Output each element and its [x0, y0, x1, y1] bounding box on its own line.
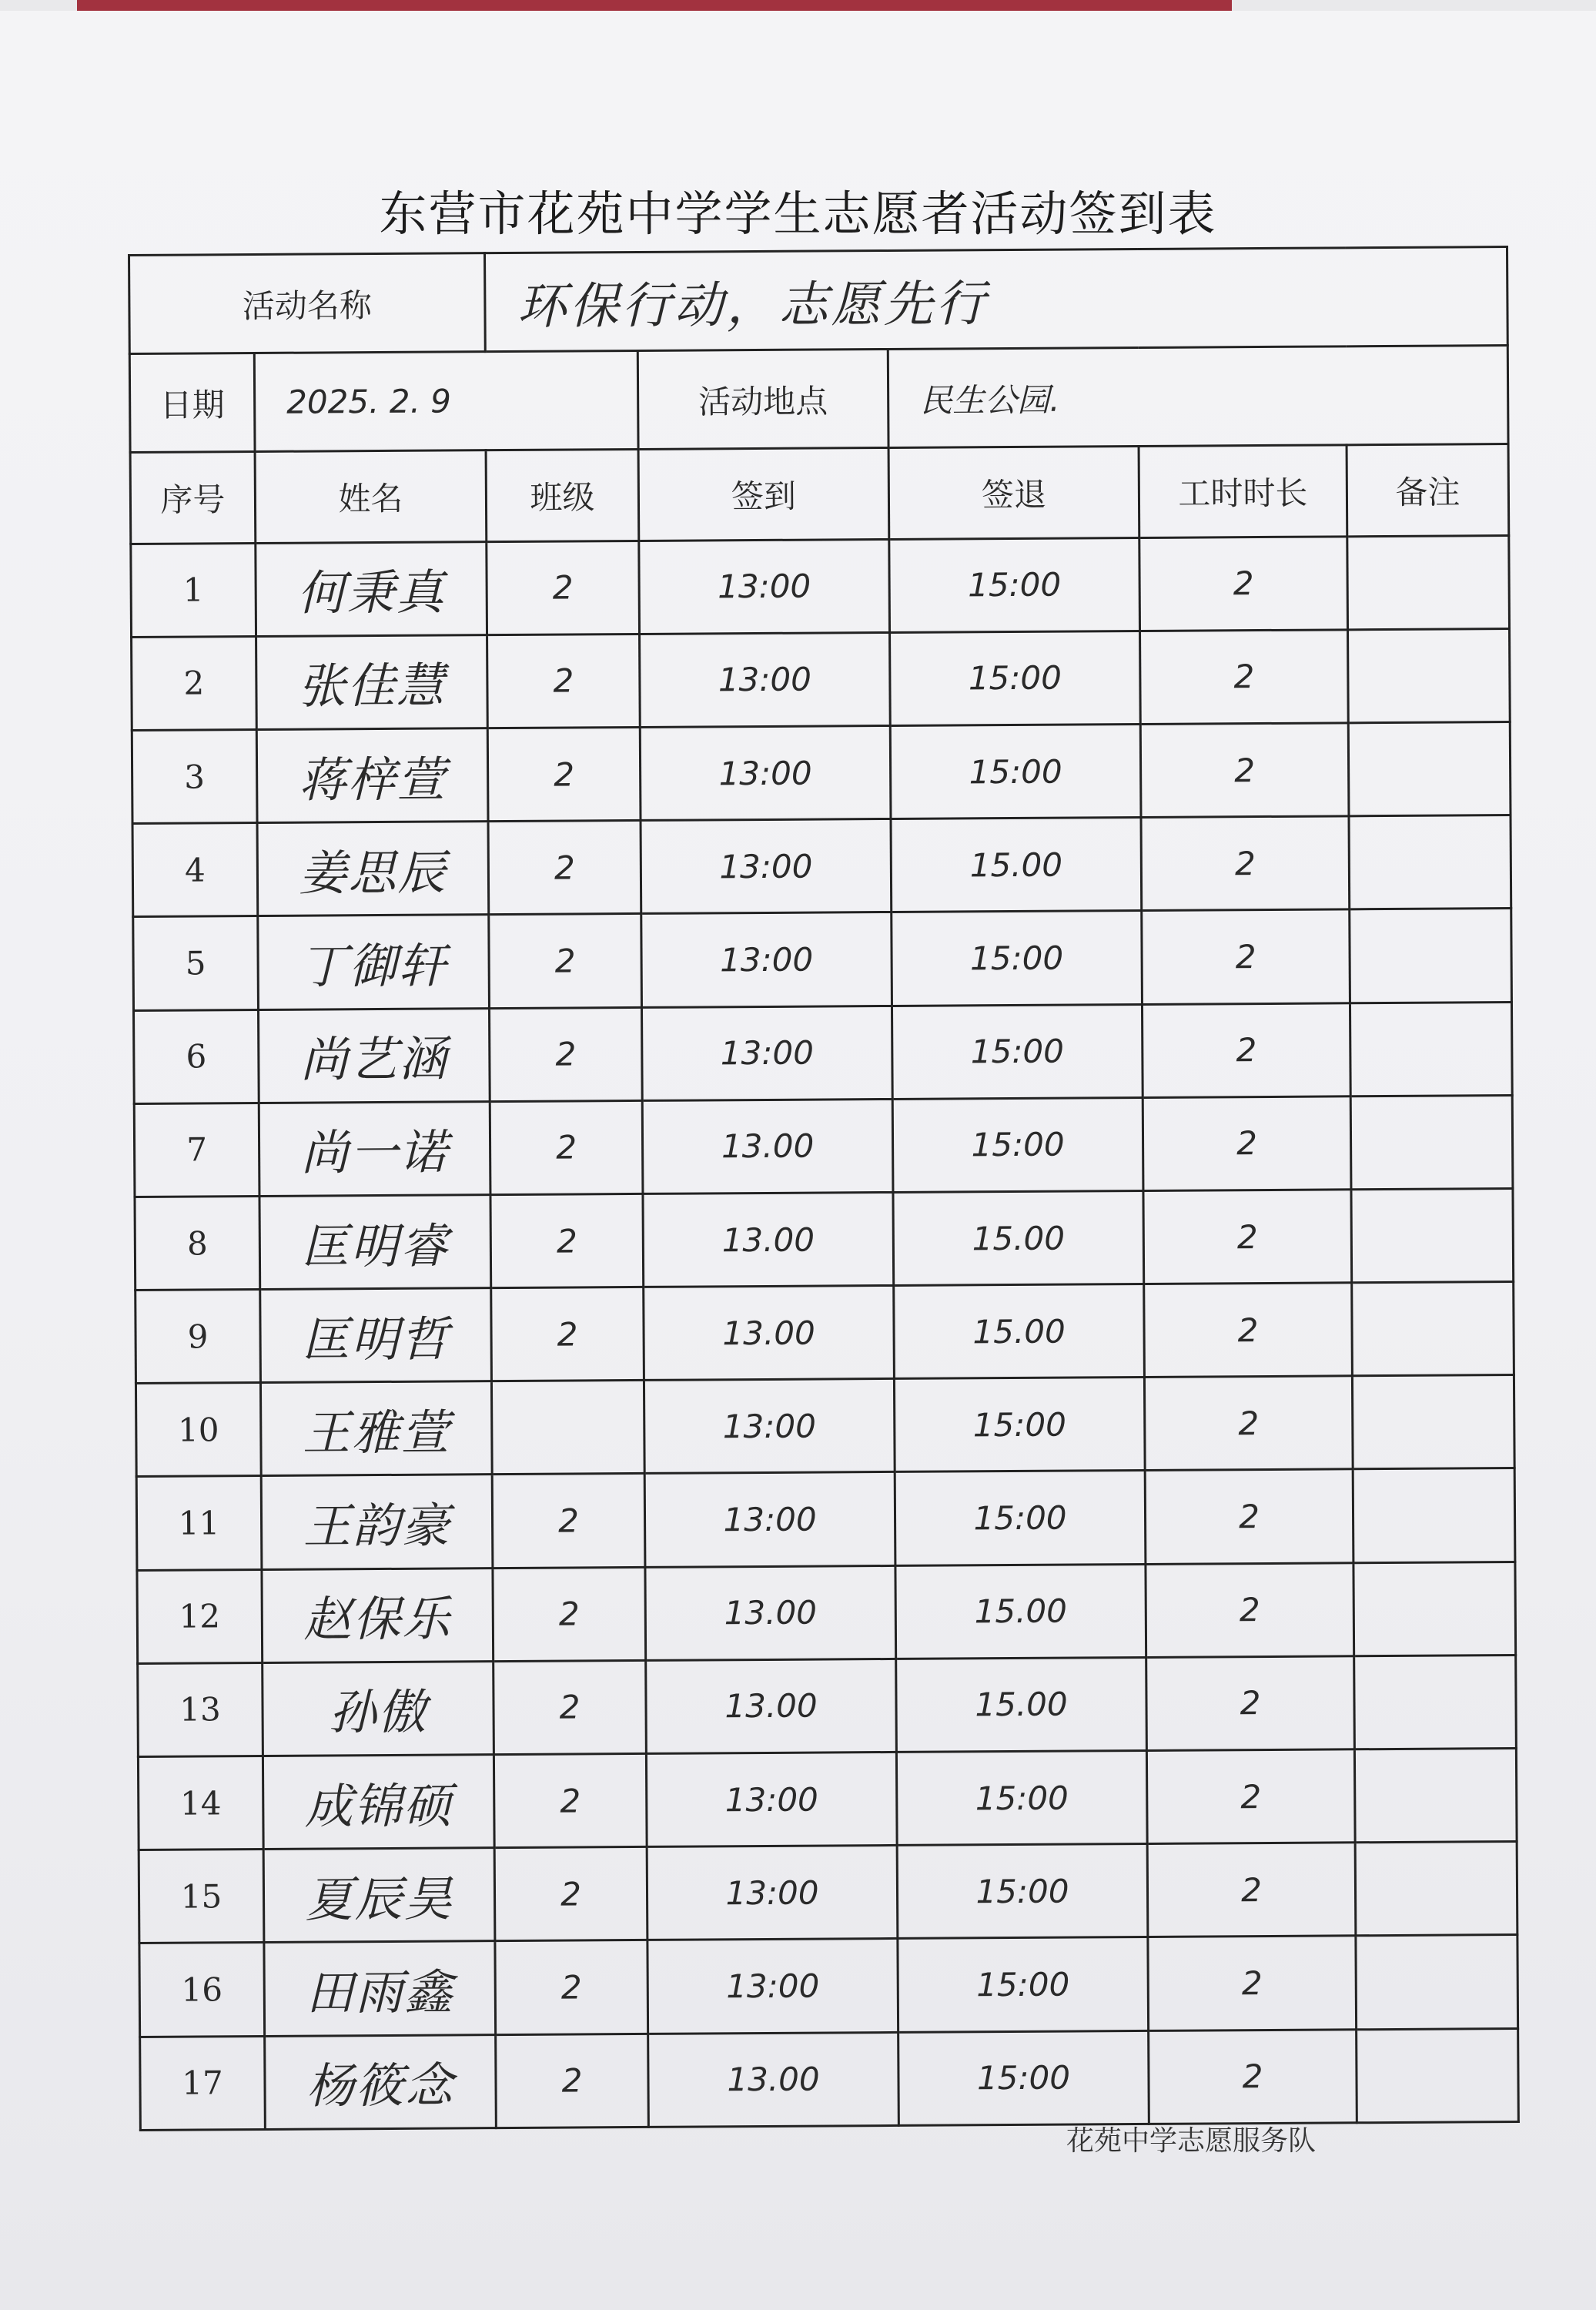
cell-sign-in: 13:00	[647, 1939, 898, 2034]
table-row	[133, 1002, 1512, 1103]
activity-name-value: 环保行动，志愿先行	[485, 247, 1508, 352]
cell-sign-in: 13.00	[644, 1286, 895, 1381]
header-remarks: 备注	[1347, 444, 1509, 536]
cell-seq: 11	[136, 1476, 262, 1570]
cell-sign-out: 15:00	[889, 537, 1140, 632]
cell-seq: 2	[132, 636, 257, 730]
cell-sign-out: 15.00	[896, 1657, 1147, 1752]
cell-remarks	[1350, 1002, 1512, 1096]
table-row	[139, 1842, 1517, 1943]
cell-seq: 15	[139, 1850, 264, 1943]
cell-sign-out: 15.00	[895, 1564, 1146, 1659]
cell-sign-out: 15:00	[892, 1097, 1143, 1192]
table-row	[132, 628, 1511, 730]
cell-seq: 12	[137, 1569, 263, 1663]
cell-remarks	[1351, 1188, 1514, 1282]
cell-sign-in: 13:00	[641, 819, 892, 914]
cell-class	[491, 1381, 644, 1475]
cell-sign-out: 15:00	[896, 1750, 1147, 1845]
cell-name: 孙傲	[263, 1661, 494, 1756]
cell-name: 丁御轩	[258, 915, 490, 1009]
table-row	[138, 1749, 1517, 1850]
cell-sign-in: 13:00	[644, 1379, 895, 1474]
cell-class: 2	[487, 541, 640, 634]
cell-hours: 2	[1141, 816, 1350, 911]
cell-sign-out: 15:00	[890, 724, 1141, 819]
cell-hours: 2	[1149, 2029, 1357, 2124]
cell-seq: 5	[133, 916, 259, 1010]
cell-class: 2	[487, 727, 641, 821]
cell-seq: 3	[132, 729, 257, 823]
cell-class: 2	[487, 634, 641, 728]
cell-sign-out: 15:00	[897, 1844, 1148, 1939]
date-location-row	[129, 346, 1508, 453]
cell-sign-in: 13:00	[644, 1472, 895, 1567]
cell-hours: 2	[1140, 723, 1349, 818]
table-row	[137, 1562, 1516, 1663]
cell-name: 姜思辰	[257, 822, 489, 916]
cell-sign-in: 13:00	[641, 912, 892, 1007]
cell-sign-in: 13:00	[639, 539, 890, 634]
cell-class: 2	[494, 1847, 647, 1941]
cell-sign-out: 15:00	[892, 911, 1143, 1006]
activity-name-label: 活动名称	[129, 253, 486, 354]
date-label: 日期	[129, 353, 255, 453]
cell-sign-out: 15:00	[898, 1937, 1149, 2032]
cell-seq: 6	[133, 1009, 259, 1103]
cell-sign-out: 15.00	[891, 818, 1142, 912]
cell-sign-in: 13:00	[640, 725, 891, 820]
cell-seq: 4	[132, 823, 258, 917]
cell-sign-in: 13.00	[648, 2032, 899, 2127]
table-row	[136, 1282, 1514, 1384]
page-title: 东营市花苑中学学生志愿者活动签到表	[379, 186, 1217, 242]
cell-sign-in: 13.00	[643, 1192, 894, 1287]
cell-seq: 14	[138, 1756, 263, 1850]
cell-sign-out: 15.00	[893, 1190, 1144, 1285]
cell-class: 2	[496, 2034, 649, 2128]
cell-sign-in: 13.00	[642, 1099, 893, 1194]
cell-name: 赵保乐	[262, 1568, 494, 1662]
cell-name: 尚艺涵	[258, 1008, 490, 1103]
cell-remarks	[1354, 1749, 1517, 1843]
cell-sign-in: 13.00	[646, 1659, 897, 1753]
table-row	[138, 1655, 1517, 1756]
cell-class: 2	[494, 1753, 647, 1847]
cell-name: 成锦硕	[263, 1755, 494, 1850]
cell-hours: 2	[1139, 536, 1348, 631]
column-header-row	[130, 444, 1509, 544]
cell-sign-in: 13:00	[647, 1846, 898, 1940]
cell-hours: 2	[1142, 909, 1350, 1004]
activity-name-row	[129, 247, 1508, 354]
cell-class: 2	[495, 1940, 648, 2034]
footer-signature: 花苑中学志愿服务队	[1066, 2125, 1317, 2157]
cell-hours: 2	[1148, 1936, 1357, 2030]
cell-remarks	[1355, 1842, 1517, 1936]
table-row	[139, 1935, 1518, 2037]
cell-remarks	[1354, 1655, 1517, 1749]
cell-seq: 1	[131, 543, 256, 637]
header-name: 姓名	[255, 450, 487, 543]
cell-hours: 2	[1147, 1843, 1356, 1937]
cell-class: 2	[490, 1007, 643, 1101]
table-row	[133, 909, 1512, 1010]
cell-remarks	[1352, 1375, 1514, 1469]
cell-sign-out: 15:00	[890, 631, 1141, 725]
cell-name: 何秉真	[256, 541, 487, 636]
cell-sign-in: 13:00	[642, 1006, 893, 1100]
cell-remarks	[1347, 535, 1510, 629]
cell-name: 匡明哲	[260, 1288, 492, 1383]
cell-class: 2	[492, 1474, 645, 1568]
cell-sign-in: 13:00	[640, 632, 891, 727]
cell-name: 匡明睿	[259, 1195, 491, 1290]
cell-class: 2	[493, 1567, 646, 1661]
cell-class: 2	[491, 1287, 644, 1381]
cell-hours: 2	[1146, 1562, 1354, 1657]
cell-class: 2	[490, 1194, 644, 1287]
cell-hours: 2	[1144, 1283, 1353, 1378]
cell-remarks	[1356, 1935, 1518, 2029]
header-sign-out: 签退	[888, 447, 1139, 539]
cell-remarks	[1350, 909, 1512, 1003]
cell-hours: 2	[1142, 1003, 1350, 1097]
cell-name: 蒋梓萱	[256, 728, 488, 823]
cell-name: 杨筱念	[265, 2034, 497, 2129]
cell-sign-out: 15.00	[894, 1284, 1145, 1379]
cell-sign-out: 15:00	[892, 1004, 1143, 1099]
cell-name: 王雅萱	[260, 1381, 492, 1476]
cell-hours: 2	[1144, 1376, 1353, 1471]
table-row	[136, 1468, 1515, 1570]
cell-remarks	[1348, 722, 1511, 816]
cell-name: 张佳慧	[256, 634, 488, 729]
table-row	[132, 815, 1511, 917]
cell-remarks	[1348, 628, 1511, 722]
header-class: 班级	[486, 450, 639, 541]
cell-class: 2	[490, 1100, 643, 1194]
cell-hours: 2	[1145, 1469, 1353, 1564]
cell-seq: 8	[135, 1196, 260, 1290]
cell-sign-in: 13:00	[646, 1752, 897, 1846]
cell-remarks	[1349, 815, 1511, 909]
table-row	[132, 722, 1511, 824]
cell-hours: 2	[1143, 1190, 1352, 1284]
cell-name: 尚一诺	[259, 1101, 490, 1196]
cell-seq: 7	[134, 1103, 259, 1197]
table-row	[140, 2028, 1519, 2130]
cell-class: 2	[488, 821, 641, 915]
cell-class: 2	[489, 914, 642, 1008]
cell-hours: 2	[1146, 1749, 1355, 1844]
cell-seq: 10	[136, 1383, 261, 1477]
cell-seq: 17	[140, 2036, 266, 2130]
table-row	[135, 1188, 1514, 1290]
table-row	[134, 1095, 1513, 1197]
cell-name: 田雨鑫	[264, 1941, 496, 2036]
cell-seq: 16	[139, 1943, 265, 2037]
cell-seq: 9	[136, 1290, 261, 1384]
header-hours: 工时时长	[1139, 445, 1347, 537]
cell-sign-out: 15:00	[895, 1471, 1146, 1565]
cell-remarks	[1353, 1468, 1515, 1562]
cell-remarks	[1353, 1562, 1516, 1656]
table-row	[131, 535, 1510, 637]
cell-seq: 13	[138, 1662, 263, 1756]
cell-remarks	[1352, 1282, 1514, 1376]
date-value: 2025. 2. 9	[254, 351, 638, 452]
cell-class: 2	[494, 1660, 647, 1754]
header-sign-in: 签到	[638, 448, 889, 541]
location-value: 民生公园.	[888, 346, 1508, 448]
cell-sign-in: 13.00	[645, 1565, 896, 1660]
cell-sign-out: 15:00	[898, 2030, 1149, 2125]
cell-name: 王韵豪	[261, 1475, 493, 1569]
header-seq: 序号	[130, 452, 256, 544]
sign-in-table	[128, 246, 1520, 2131]
cell-name: 夏辰昊	[263, 1848, 495, 1943]
table-row	[136, 1375, 1514, 1477]
cell-hours: 2	[1146, 1656, 1355, 1751]
cell-sign-out: 15:00	[894, 1378, 1145, 1472]
cell-hours: 2	[1140, 630, 1349, 725]
cell-hours: 2	[1143, 1096, 1351, 1191]
location-label: 活动地点	[637, 350, 888, 450]
cell-remarks	[1350, 1095, 1513, 1189]
cell-remarks	[1357, 2028, 1519, 2123]
